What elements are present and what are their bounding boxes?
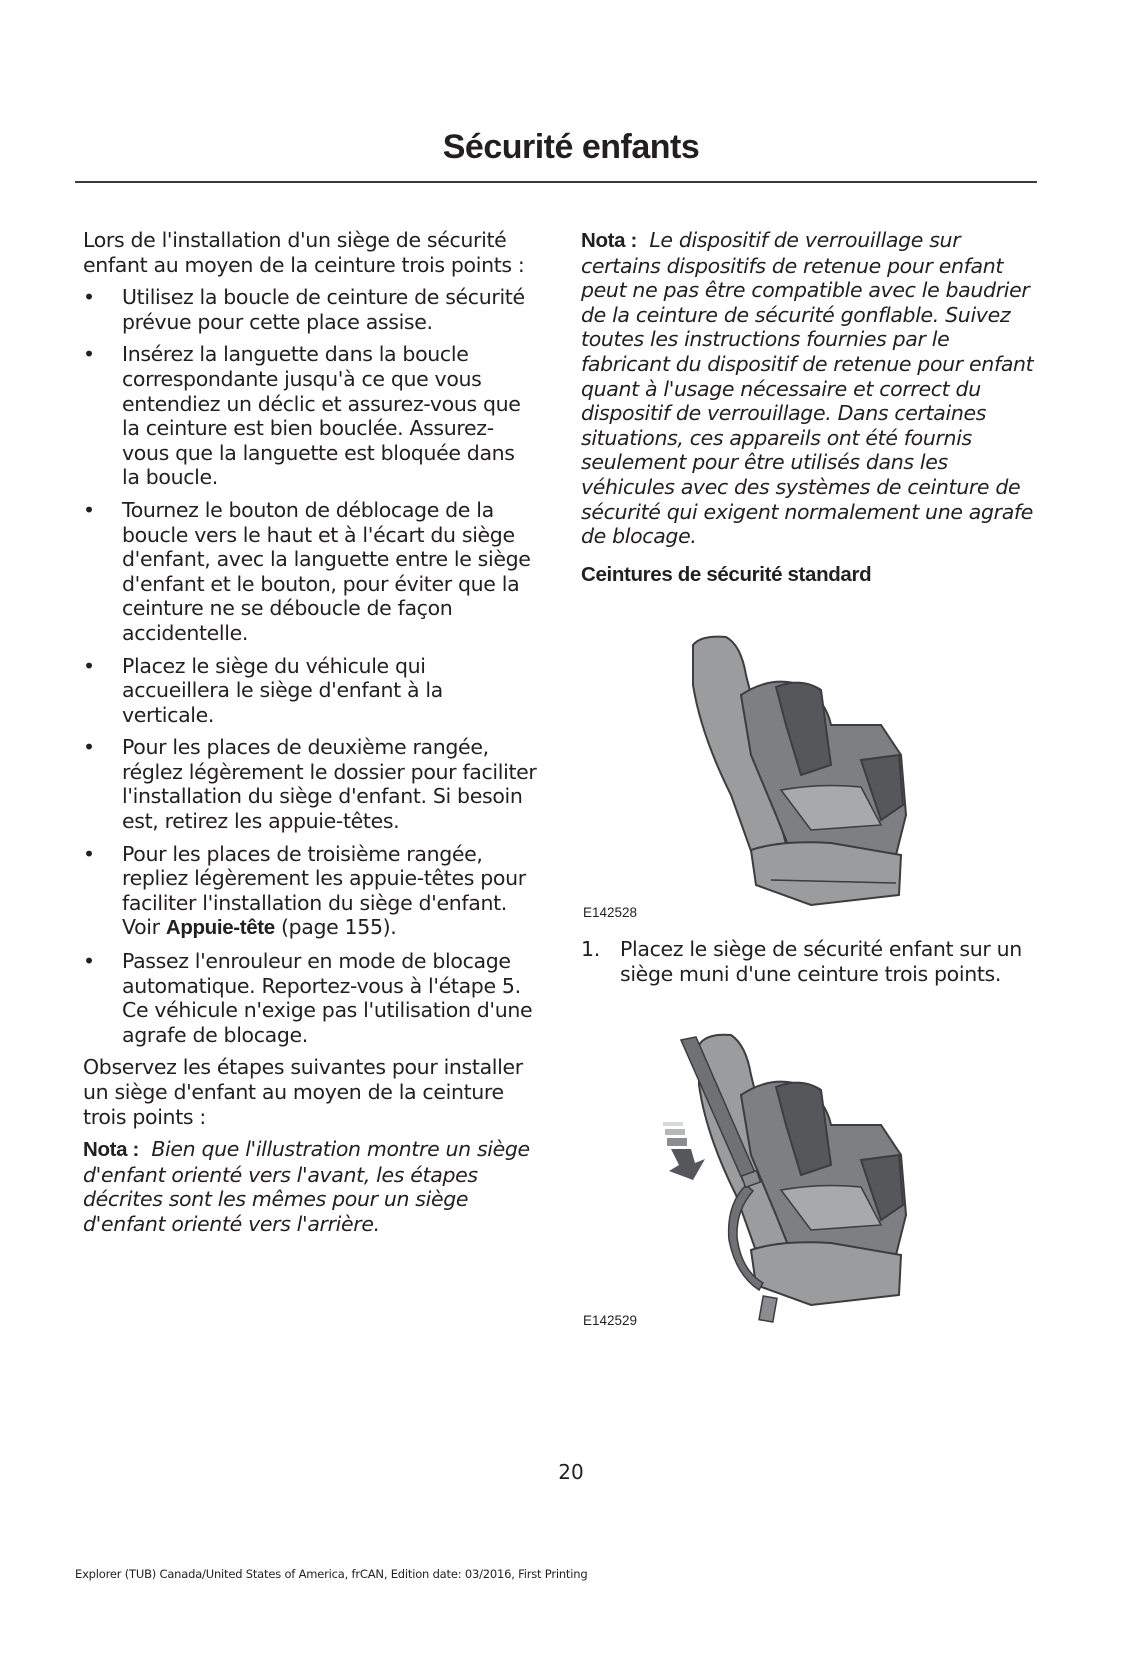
list-item — [83, 654, 538, 728]
bullet-icon: • — [83, 949, 95, 974]
intro-paragraph: Lors de l'installation d'un siège de sécurité enfant au moyen de la ceinture trois points : — [83, 228, 525, 277]
list-item-text: Tournez le bouton de déblocage de la boucle vers le haut et à l'écart du siège d'enfant, avec la languette entre le siège d'enfant et le bouton, pour éviter que la ceinture ne se déboucle de façon accidentelle. — [122, 497, 531, 645]
note-locking-device — [581, 228, 1036, 549]
list-item-text: Passez l'enrouleur en mode de blocage automatique. Reportez-vous à l'étape 5. Ce véhicule n'exige pas l'utilisation d'une agrafe de blocage. — [122, 949, 533, 1047]
vehicle-seat-base — [751, 842, 901, 905]
list-item-text: Placez le siège du véhicule qui accueillera le siège d'enfant à la verticale. — [122, 653, 443, 727]
child-seat-belt-illustration — [581, 1025, 1036, 1325]
vehicle-seat-base — [751, 1242, 901, 1305]
list-item-text: Pour les places de deuxième rangée, réglez légèrement le dossier pour faciliter l'installation du siège d'enfant. Si besoin est, retirez les appuie-têtes. — [122, 735, 537, 834]
bullet-icon: • — [83, 735, 95, 760]
list-item — [83, 285, 538, 334]
child-seat-illustration — [581, 615, 1036, 915]
page-number: 20 — [558, 1460, 584, 1484]
list-item — [83, 842, 538, 941]
figure-child-seat-belt — [581, 1025, 1036, 1328]
bullet-icon: • — [83, 841, 95, 866]
appuie-tete-link[interactable]: Appuie-tête — [165, 916, 275, 940]
list-item-text: Pour les places de troisième rangée, repliez légèrement les appuie-têtes pour faciliter l'installation du siège d'enfant. Voir — [122, 841, 526, 940]
list-item — [83, 735, 538, 833]
page-title: Sécurité enfants — [442, 128, 700, 166]
page-reference: (page 155). — [274, 915, 397, 940]
note-text: Le dispositif de verrouillage sur certains dispositifs de retenue pour enfant peut ne pas être compatible avec le baudrier de la ceinture de sécurité gonflable. Suivez toutes les instructions fournies par le fabricant du dispositif de retenue pour enfant quant à l'usage nécessaire et correct du dispositif de verrouillage. Dans certaines situations, ces appareils ont été fournis seulement pour être utilisés dans les véhicules avec des systèmes de ceinture de sécurité qui exigent normalement une agrafe de blocage. — [581, 228, 1034, 549]
steps-intro-paragraph: Observez les étapes suivantes pour installer un siège d'enfant au moyen de la ceinture trois points : — [83, 1055, 523, 1129]
list-item — [83, 949, 538, 1047]
list-item-text: Utilisez la boucle de ceinture de sécurité prévue pour cette place assise. — [122, 285, 525, 334]
bullet-icon: • — [83, 285, 95, 310]
list-item-text: Insérez la languette dans la boucle correspondante jusqu'à ce que vous entendiez un déclic et assurez-vous que la ceinture est bien bouclée. Assurez-vous que la languette est bloquée dans la boucle. — [122, 342, 521, 490]
bullet-icon: • — [83, 497, 95, 522]
step-text: Placez le siège de sécurité enfant sur un siège muni d'une ceinture trois points. — [620, 937, 1022, 986]
section-heading: Ceintures de sécurité standard — [581, 562, 872, 586]
down-arrow-icon — [663, 1122, 705, 1180]
list-item — [83, 342, 538, 490]
note-label: Nota : — [83, 1138, 139, 1162]
note-rear-facing — [83, 1137, 538, 1236]
figure-id-label: E142529 — [583, 1313, 638, 1328]
step-number: 1. — [581, 937, 600, 961]
list-item — [83, 498, 538, 646]
left-column — [83, 228, 538, 1245]
bullet-icon: • — [83, 342, 95, 367]
figure-child-seat — [581, 615, 1036, 920]
buckle-receiver — [759, 1296, 777, 1322]
step-item — [581, 937, 1036, 986]
figure-id-label: E142528 — [583, 905, 638, 920]
note-label: Nota : — [581, 229, 637, 252]
note-text: Bien que l'illustration montre un siège d'enfant orienté vers l'avant, les étapes décrites sont les mêmes pour un siège d'enfant orienté vers l'arrière. — [83, 1137, 530, 1236]
right-column — [581, 228, 1036, 587]
instruction-list — [83, 285, 538, 1047]
footer-edition-info: Explorer (TUB) Canada/United States of America, frCAN, Edition date: 03/2016, First Printing — [75, 1567, 588, 1581]
title-rule — [75, 181, 1037, 183]
bullet-icon: • — [83, 653, 95, 678]
